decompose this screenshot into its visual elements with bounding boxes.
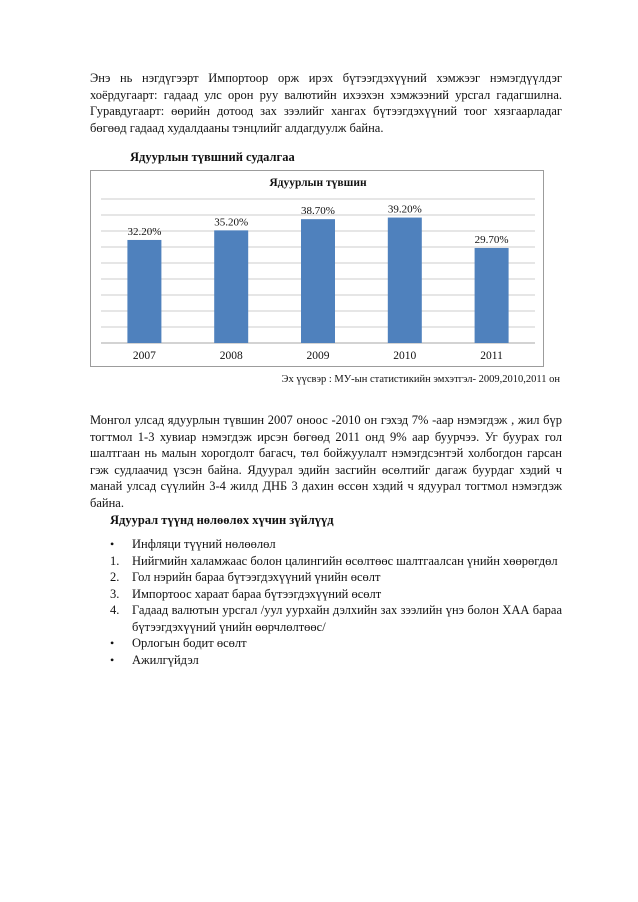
chart-source-note: Эх үүсвэр : МУ-ын статистикийн эмхэтгэл- 2009,2010,2011 он (281, 374, 560, 385)
chart-x-tick-2008: 2008 (219, 350, 243, 362)
list-item (110, 602, 562, 635)
list-item (110, 569, 562, 586)
chart-data-label-2007: 32.20% (127, 225, 162, 238)
list-item-text: Инфляци түүний нөлөөлөл (132, 537, 276, 551)
list-marker: 2. (110, 570, 120, 584)
intro-paragraph: Энэ нь нэгдүгээрт Импортоор орж ирэх бүтээгдэхүүний хэмжээг нэмэгдүүлдэг хоёрдугаарт: гадаад улс орон руу валютийн ихээхэн хэмжээний урсгал гадагшилна. Гуравдугаарт: өөрийн дотоод зах зээлийг хангах бүтээгдэхүүний тоог хязгаарладаг бөгөөд гадаад худалдааны тэнцлийг алдагдуулж байна. (90, 71, 562, 135)
list-marker: 4. (110, 603, 120, 617)
chart-bar-2009 (301, 219, 335, 343)
section-heading-poverty-factors: Ядуурал түүнд нөлөөлөх хүчин зүйлүүд (110, 513, 334, 527)
list-item-text: Импортоос хараат бараа бүтээгдэхүүний өсөлт (132, 586, 382, 601)
list-item-text: Орлогын бодит өсөлт (132, 636, 247, 650)
list-item-text: Гадаад валютын урсгал /уул уурхайн дэлхийн зах зээлийн үнэ болон ХАА бараа бүтээгдэхүүний үнийн өөрчлөлтөөс/ (132, 603, 562, 634)
list-item-text: Ажилгүйдэл (132, 652, 199, 667)
chart-x-tick-2009: 2009 (306, 350, 330, 362)
chart-x-tick-2011: 2011 (480, 350, 503, 362)
chart-data-label-2009: 38.70% (301, 205, 335, 218)
list-marker: 3. (110, 586, 120, 601)
list-item (110, 553, 562, 570)
factors-list (110, 536, 562, 668)
chart-x-ticks (133, 350, 503, 362)
list-item-text: Гол нэрийн бараа бүтээгдэхүүний үнийн өсөлт (132, 570, 381, 584)
list-marker: • (110, 652, 115, 667)
chart-data-label-2010: 39.20% (387, 203, 422, 216)
chart-bar-2007 (127, 240, 161, 343)
list-marker: • (110, 537, 115, 551)
chart-bar-2010 (388, 218, 422, 343)
chart-data-label-2008: 35.20% (214, 216, 249, 229)
analysis-paragraph: Монгол улсад ядуурлын түвшин 2007 оноос -2010 он гэхэд 7% -аар нэмэгдэж , жил бүр тогтмол 1-3 хувиар нэмэгдэж ирсэн бөгөөд 2011 онд 9% аар буурчээ. Уг буурах гол шалтгаан нь малын хорогдолт багасч, төл бойжуулалт нэмэгдсэнтэй холбогдон гарсан гэж судлаачид үзсэн байна. Ядуурал эдийн засгийн өсөлтийг дагаж буурдаг хэдий ч манай улсад сүүлийн 3-4 жилд ДНБ 3 дахин өссөн хэдий ч ядуурал тогтмол нэмэгдэж байна. (90, 413, 562, 510)
list-item (110, 586, 562, 603)
chart-x-tick-2010: 2010 (393, 350, 417, 362)
chart-data-label-2011: 29.70% (474, 233, 509, 246)
list-item (110, 536, 562, 553)
list-marker: 1. (110, 553, 120, 568)
chart-canvas (91, 171, 545, 368)
chart-x-tick-2007: 2007 (132, 350, 156, 362)
list-item (110, 635, 562, 652)
list-item-text: Нийгмийн халамжаас болон цалингийн өсөлтөөс шалтгаалсан үнийн хөөрөгдөл (132, 553, 558, 568)
chart-bar-2008 (214, 230, 248, 343)
list-marker: • (110, 636, 115, 650)
list-item (110, 652, 562, 669)
poverty-chart (90, 170, 544, 367)
chart-bar-2011 (475, 248, 509, 343)
chart-title: Ядуурлын түвшин (269, 177, 367, 189)
section-heading-poverty-study: Ядуурлын түвшний судалгаа (130, 150, 295, 164)
chart-bars (127, 218, 508, 343)
